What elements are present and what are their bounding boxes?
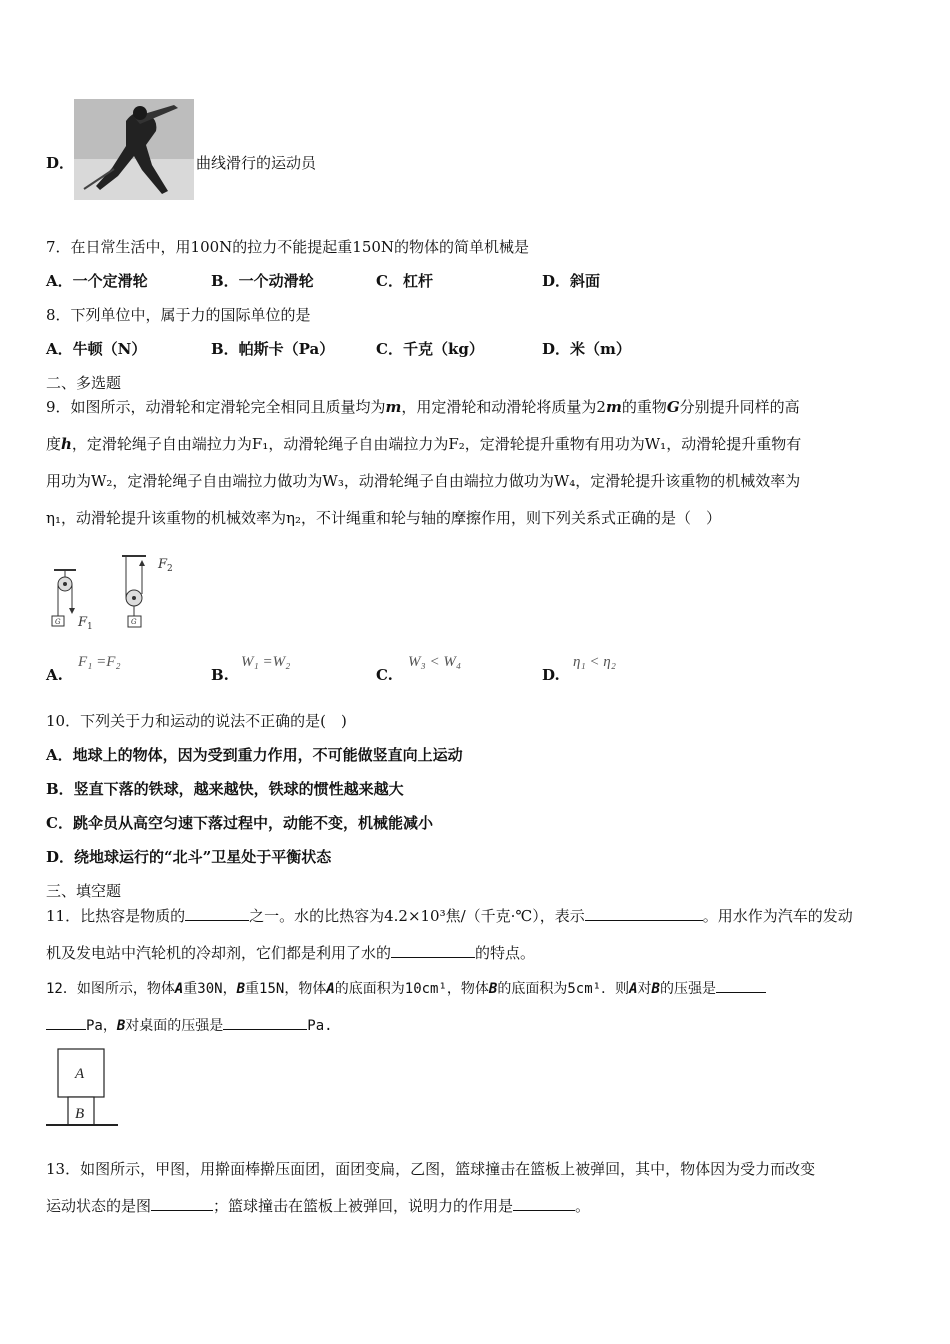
pulley-diagram (46, 552, 196, 637)
block-diagram (46, 1045, 118, 1130)
q11-blank-3[interactable] (391, 956, 475, 958)
q12-blank-1b[interactable] (46, 1028, 86, 1030)
label-f2-sub: 2 (167, 564, 173, 574)
q10-option-c[interactable]: C．跳伞员从高空匀速下落过程中，动能不变，机械能减小 (46, 814, 433, 832)
block-a-label: A (75, 1066, 85, 1082)
q7-option-a[interactable]: A．一个定滑轮 (46, 272, 148, 290)
q11-blank-1[interactable] (185, 919, 249, 921)
q10-option-b[interactable]: B．竖直下落的铁球，越来越快，铁球的惯性越来越大 (46, 780, 404, 798)
q9-option-d-expr[interactable]: η₁ < η₂ (573, 654, 616, 670)
section-fill-in-heading: 三、填空题 (46, 882, 122, 900)
q6-option-d-text: 曲线滑行的运动员 (196, 154, 317, 172)
q8-option-a[interactable]: A．牛顿（N） (46, 340, 147, 358)
q9-option-a-expr[interactable]: F₁ =F₂ (78, 654, 121, 670)
section-multiple-choice-heading: 二、多选题 (46, 374, 122, 392)
q9-line1: 9．如图所示，动滑轮和定滑轮完全相同且质量均为m，用定滑轮和动滑轮将质量为2m的重物G分别提升同样的高 (46, 398, 800, 416)
q13-blank-2[interactable] (513, 1209, 575, 1211)
q6-option-d-label: D． (46, 154, 75, 172)
q9-option-b-expr[interactable]: W₁ =W₂ (241, 654, 291, 670)
q13-line1: 13．如图所示，甲图，用擀面棒擀压面团，面团变扁，乙图，篮球撞击在篮板上被弹回，其中，物体因为受力而改变 (46, 1160, 816, 1178)
q8-stem: 8．下列单位中，属于力的国际单位的是 (46, 306, 311, 324)
q9-line4: η₁，动滑轮提升该重物的机械效率为η₂，不计绳重和轮与轴的摩擦作用，则下列关系式正确的是（ ） (46, 509, 722, 527)
q12-blank-1a[interactable] (716, 991, 766, 993)
q8-option-b[interactable]: B．帕斯卡（Pa） (211, 340, 335, 358)
movable-pulley-weight-label: G (131, 618, 137, 626)
q9-option-c-expr[interactable]: W₃ < W₄ (408, 654, 462, 670)
block-b-label: B (75, 1106, 85, 1122)
q13-blank-1[interactable] (151, 1209, 213, 1211)
q11-line1: 11．比热容是物质的 之一。水的比热容为4.2×10³焦/（千克·℃），表示 。用水作为汽车的发动 (46, 907, 853, 925)
q13-line2: 运动状态的是图 ；篮球撞击在篮板上被弹回，说明力的作用是 。 (46, 1197, 591, 1215)
q10-option-a[interactable]: A．地球上的物体，因为受到重力作用，不可能做竖直向上运动 (46, 746, 463, 764)
q8-option-c[interactable]: C．千克（kg） (376, 340, 484, 358)
skater-photo (74, 99, 194, 200)
q8-option-d[interactable]: D．米（m） (542, 340, 631, 358)
label-f2: F (158, 557, 168, 572)
q7-option-d[interactable]: D．斜面 (542, 272, 601, 290)
q11-blank-2[interactable] (585, 919, 703, 921)
q7-option-b[interactable]: B．一个动滑轮 (211, 272, 314, 290)
q9-option-b-label[interactable]: B. (211, 666, 229, 684)
q10-option-d[interactable]: D．绕地球运行的“北斗”卫星处于平衡状态 (46, 848, 332, 866)
q9-line3: 用功为W₂，定滑轮绳子自由端拉力做功为W₃，动滑轮绳子自由端拉力做功为W₄，定滑轮提升该重物的机械效率为 (46, 472, 801, 490)
skater-image (74, 99, 194, 200)
q7-option-c[interactable]: C．杠杆 (376, 272, 433, 290)
q7-stem: 7．在日常生活中，用100N的拉力不能提起重150N的物体的简单机械是 (46, 238, 530, 256)
q11-line2: 机及发电站中汽轮机的冷却剂，它们都是利用了水的 的特点。 (46, 944, 536, 962)
q12-line1: 12．如图所示，物体A重30N，B重15N，物体A的底面积为10cm¹，物体B的底面积为5cm¹．则A对B的压强是 (46, 978, 766, 998)
label-f1-sub: 1 (87, 622, 93, 632)
q12-blank-2[interactable] (223, 1028, 307, 1030)
label-f1: F (78, 615, 88, 630)
q10-stem: 10．下列关于力和运动的说法不正确的是( ) (46, 712, 347, 730)
q12-line2: Pa，B对桌面的压强是 Pa. (46, 1015, 333, 1035)
fixed-pulley-weight-label: G (55, 618, 61, 626)
q9-option-d-label[interactable]: D. (542, 666, 560, 684)
q9-option-a-label[interactable]: A. (46, 666, 63, 684)
q9-option-c-label[interactable]: C. (376, 666, 393, 684)
q9-line2: 度h，定滑轮绳子自由端拉力为F₁，动滑轮绳子自由端拉力为F₂，定滑轮提升重物有用功为W₁，动滑轮提升重物有 (46, 435, 802, 453)
